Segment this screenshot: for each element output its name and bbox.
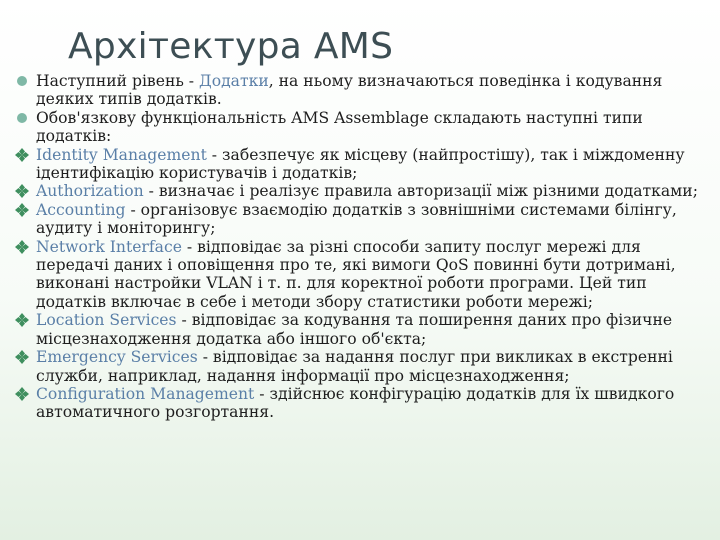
item-text: [36, 146, 714, 183]
item-term: Location Services: [36, 311, 177, 330]
item-text: [36, 385, 714, 422]
item-term: Configuration Management: [36, 384, 255, 403]
item-text: [36, 182, 714, 200]
item-rest: - визначає і реалізує правила авторизації між різними додатками;: [143, 182, 698, 201]
list-item: [14, 109, 714, 146]
four-leaf-diamond-bullet-icon: [14, 238, 36, 256]
item-term: Додатки: [199, 72, 269, 90]
four-leaf-diamond-bullet-icon: [14, 311, 36, 329]
item-rest: - організовує взаємодію додатків з зовнішніми системами білінгу, аудиту і моніторингу;: [36, 200, 677, 238]
slide-title: Архітектура AMS: [68, 26, 394, 67]
list-item: [14, 238, 714, 312]
round-bullet-icon: [14, 109, 36, 127]
four-leaf-diamond-bullet-icon: [14, 182, 36, 200]
list-item: [14, 72, 714, 109]
item-text: [36, 348, 714, 385]
item-rest: - відповідає за різні способи запиту послуг мережі для передачі даних і оповіщення про те, які вимоги QoS повинні бути дотримані, виконані настройки VLAN і т. п. для коректної роботи програми. Цей тип додатків включає в себе і методи збору статистики роботи мережі;: [36, 237, 676, 311]
item-rest: , на ньому визначаються поведінка і кодування деяких типів додатків.: [36, 72, 663, 109]
list-item: [14, 146, 714, 183]
item-term: Network Interface: [36, 237, 182, 256]
item-rest: - відповідає за надання послуг при викликах в екстренні служби, наприклад, надання інформації про місцезнаходження;: [36, 348, 673, 385]
round-bullet-icon: [14, 72, 36, 90]
four-leaf-diamond-bullet-icon: [14, 201, 36, 219]
list-item: [14, 348, 714, 385]
four-leaf-diamond-bullet-icon: [14, 348, 36, 366]
item-text: [36, 109, 714, 146]
item-rest: - здійснює конфігурацію додатків для їх швидкого автоматичного розгортання.: [36, 384, 675, 422]
item-rest: - відповідає за кодування та поширення даних про фізичне місцезнаходження додатка або іншого об'єкта;: [36, 311, 673, 348]
list-item: [14, 201, 714, 238]
list-item: [14, 311, 714, 348]
item-text: [36, 201, 714, 238]
item-text: [36, 72, 714, 109]
item-term: Emergency Services: [36, 348, 198, 367]
item-rest: - забезпечує як місцеву (найпростішу), так і міждоменну ідентифікацію користувачів і додатків;: [36, 145, 685, 183]
list-item: [14, 182, 714, 200]
item-term: Accounting: [36, 200, 126, 219]
item-term: Authorization: [36, 182, 144, 201]
item-term: Identity Management: [36, 145, 207, 164]
four-leaf-diamond-bullet-icon: [14, 146, 36, 164]
item-pre: Обов'язкову функціональність AMS Assemblage складають наступні типи додатків:: [36, 108, 643, 146]
four-leaf-diamond-bullet-icon: [14, 385, 36, 403]
item-pre: Наступний рівень -: [36, 72, 200, 90]
item-text: [36, 238, 714, 312]
bullet-list: [14, 72, 714, 422]
list-item: [14, 385, 714, 422]
item-text: [36, 311, 714, 348]
